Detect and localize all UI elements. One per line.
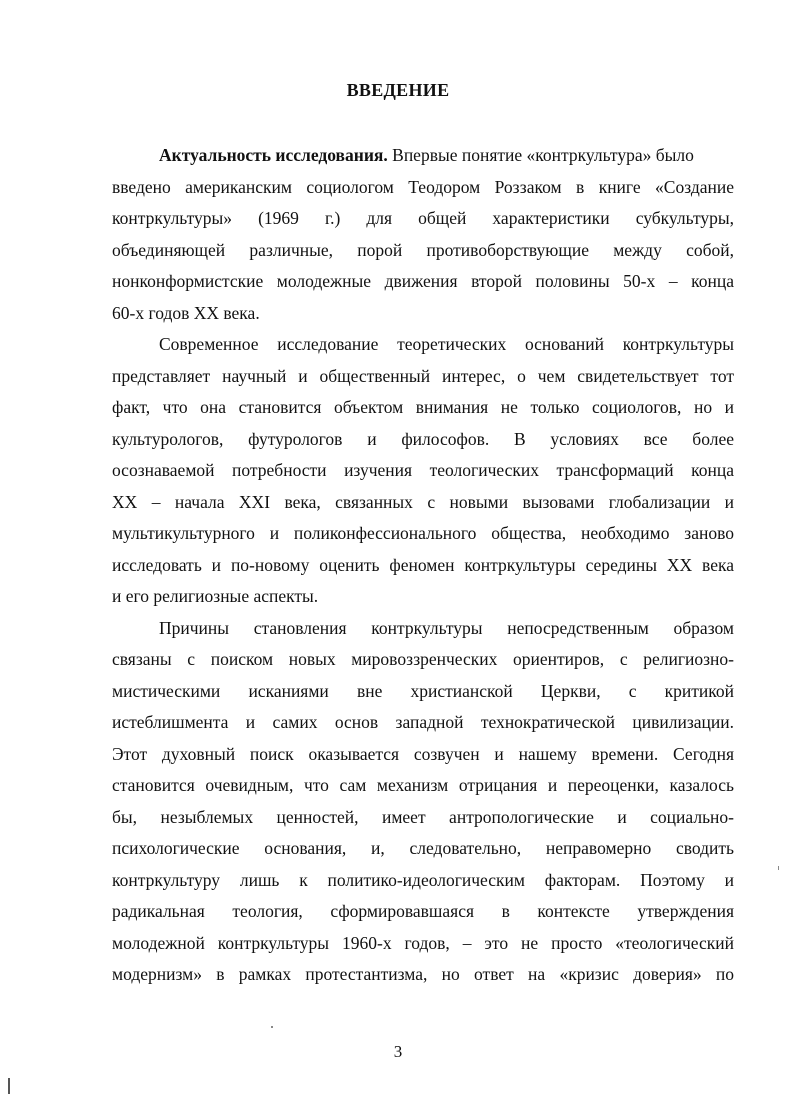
- paragraph-3: [112, 613, 734, 991]
- paragraph-1: [112, 140, 734, 329]
- text-line: исследовать и по-новому оценить феномен контркультуры середины XX века: [112, 554, 734, 575]
- text-line: Причины становления контркультуры непосредственным образом: [159, 617, 734, 638]
- page-number: 3: [393, 1042, 403, 1061]
- text-line: осознаваемой потребности изучения теологических трансформаций конца: [112, 460, 734, 480]
- text-line: представляет научный и общественный интерес, о чем свидетельствует тот: [112, 365, 734, 386]
- text-line: факт, что она становится объектом внимания не только социологов, но и: [112, 397, 734, 417]
- text-line: бы, незыблемых ценностей, имеет антропологические и социально-: [112, 806, 734, 827]
- text-line: XX – начала XXI века, связанных с новыми вызовами глобализации и: [112, 491, 734, 512]
- text-line: [112, 140, 734, 172]
- text-line: культурологов, футурологов и философов. В условиях все более: [112, 428, 734, 449]
- text-line: и его религиозные аспекты.: [112, 586, 319, 606]
- text-line: контркультуру лишь к политико-идеологическим факторам. Поэтому и: [112, 869, 734, 890]
- text-line: истеблишмента и самих основ западной технократической цивилизации.: [112, 712, 734, 732]
- text-line: становится очевидным, что сам механизм отрицания и переоценки, казалось: [112, 775, 734, 795]
- text-line: связаны с поиском новых мировоззренческих ориентиров, с религиозно-: [112, 649, 734, 669]
- text-line: Современное исследование теоретических оснований контркультуры: [159, 334, 734, 354]
- text-line: объединяющей различные, порой противоборствующие между собой,: [112, 239, 734, 260]
- scan-speck: [271, 1026, 273, 1028]
- text-line: 60-х годов XX века.: [112, 302, 260, 323]
- text-line: модернизм» в рамках протестантизма, но ответ на «кризис доверия» по: [112, 964, 734, 984]
- text-line: радикальная теология, сформировавшаяся в контексте утверждения: [112, 901, 734, 921]
- text-line: Этот духовный поиск оказывается созвучен и нашему времени. Сегодня: [112, 743, 734, 764]
- scan-mark: [8, 1078, 10, 1094]
- text-line: мистическими исканиями вне христианской Церкви, с критикой: [112, 680, 734, 701]
- text-line: контркультуры» (1969 г.) для общей характеристики субкультуры,: [112, 208, 734, 228]
- scan-speck: [778, 866, 779, 870]
- text-line: мультикультурного и поликонфессионального общества, необходимо заново: [112, 523, 734, 543]
- page-title: ВВЕДЕНИЕ: [346, 80, 450, 100]
- section-lead: Актуальность исследования.: [159, 145, 388, 165]
- body-text: [112, 140, 734, 991]
- text-line: психологические основания, и, следовательно, неправомерно сводить: [112, 838, 734, 858]
- text-line: введено американским социологом Теодором Роззаком в книге «Создание: [112, 176, 734, 197]
- text-line: нонконформистские молодежные движения второй половины 50-х – конца: [112, 271, 734, 291]
- text-line-content: Впервые понятие «контркультура» было: [387, 145, 694, 165]
- paragraph-2: [112, 329, 734, 613]
- text-line: молодежной контркультуры 1960-х годов, – это не просто «теологический: [112, 932, 734, 953]
